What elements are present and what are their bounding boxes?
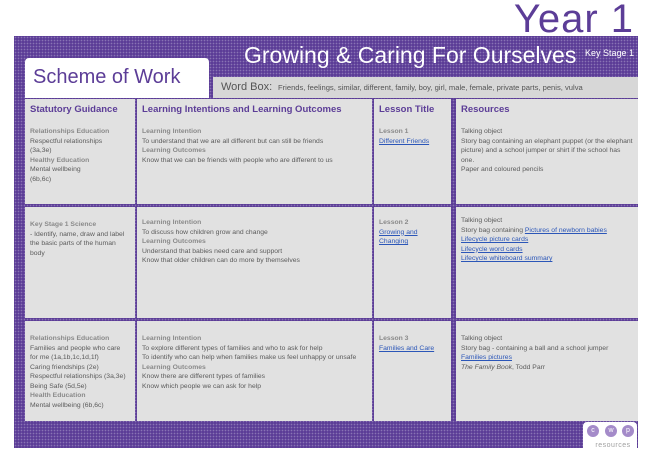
word-box-label: Word Box:	[221, 81, 273, 93]
row2-intentions-cell	[137, 207, 372, 318]
row3-guidance-cell	[25, 321, 135, 421]
key-stage-label: Key Stage 1	[585, 48, 635, 58]
learning-outcome-text: Know that older children can do more by themselves	[142, 257, 300, 264]
lesson-number: Lesson 1	[379, 128, 409, 135]
row3-resources-cell	[456, 321, 638, 421]
logo-letter-w: w	[605, 425, 617, 437]
learning-intention-text: To explore different types of families and who to ask for help	[142, 344, 323, 352]
guidance-text: - Identify, name, draw and label the basic parts of the human body	[30, 230, 125, 257]
row2-guidance-cell	[25, 207, 135, 318]
word-box-words: Friends, feelings, similar, different, family, boy, girl, male, female, private parts, penis, vulva	[278, 83, 583, 92]
logo-letter-p: p	[622, 425, 634, 437]
guidance-heading: Health Education	[30, 392, 86, 399]
learning-intention-text: To discuss how children grow and change	[142, 228, 268, 236]
row3-intentions-cell	[137, 321, 372, 421]
learning-intention-label: Learning Intention	[142, 335, 202, 342]
learning-outcome-text: Understand that babies need care and support	[142, 247, 283, 255]
guidance-text: Being Safe (5d,5e)	[30, 382, 87, 390]
lesson-number: Lesson 3	[379, 335, 409, 342]
guidance-heading: Healthy Education	[30, 156, 90, 164]
row2-lesson-cell	[374, 207, 451, 318]
resource-link[interactable]: Families pictures	[461, 354, 512, 361]
column-header-guidance: Statutory Guidance	[25, 99, 135, 123]
resource-text: Story bag containing an elephant puppet (or the elephant picture) and a school jumper or shirt if the school has one.	[461, 137, 633, 164]
guidance-text: Families and people who care for me (1a,1b,1c,1d,1f)	[30, 344, 121, 361]
lesson-link[interactable]: Different Friends	[379, 137, 430, 145]
row2-resources-cell	[456, 207, 638, 318]
learning-outcome-text: Know which people we can ask for help	[142, 382, 262, 390]
row1-resources-cell	[456, 122, 638, 204]
guidance-text: (6b,6c)	[30, 175, 52, 183]
guidance-heading: Relationships Education	[30, 335, 110, 342]
guidance-text: Caring friendships (2e)	[30, 363, 99, 371]
guidance-text: Respectful relationships	[30, 137, 103, 145]
learning-intention-text: To identify who can help when families make us feel unhappy or unsafe	[142, 354, 357, 361]
resource-text: Story bag containing	[461, 226, 525, 234]
resource-link[interactable]: Lifecycle picture cards	[461, 236, 529, 243]
row1-guidance-cell	[25, 122, 135, 204]
resource-text: Story bag - containing a ball and a school jumper	[461, 344, 609, 352]
book-title: The Family Book	[461, 363, 512, 371]
unit-title: Growing & Caring For Ourselves	[244, 42, 577, 68]
resource-link[interactable]: Lifecycle whiteboard summary	[461, 255, 553, 262]
resource-line	[461, 226, 633, 236]
resource-link[interactable]: Lifecycle word cards	[461, 245, 523, 253]
resource-text: Talking object	[461, 128, 503, 135]
learning-intention-text: To understand that we are all different but can still be friends	[142, 137, 324, 145]
year-title: Year 1	[513, 0, 634, 41]
row1-lesson-cell	[374, 122, 451, 204]
lesson-link[interactable]: Families and Care	[379, 344, 435, 352]
learning-outcome-text: Know there are different types of families	[142, 373, 266, 380]
learning-intention-label: Learning Intention	[142, 219, 202, 226]
column-header-intentions: Learning Intentions and Learning Outcomes	[137, 99, 372, 123]
learning-outcomes-label: Learning Outcomes	[142, 238, 206, 245]
resource-link[interactable]: Pictures of newborn babies	[524, 226, 607, 234]
guidance-text: Mental wellbeing	[30, 166, 81, 173]
lesson-link[interactable]: Growing and Changing	[379, 228, 418, 245]
book-reference	[461, 363, 633, 373]
row3-lesson-cell	[374, 321, 451, 421]
book-author: , Todd Parr	[512, 363, 546, 371]
learning-outcomes-label: Learning Outcomes	[142, 363, 206, 371]
resource-text: Talking object	[461, 217, 503, 224]
column-header-lesson: Lesson Title	[374, 99, 451, 123]
guidance-heading: Relationships Education	[30, 128, 110, 135]
learning-outcome-text: Know that we can be friends with people who are different to us	[142, 156, 333, 164]
guidance-heading: Key Stage 1 Science	[30, 221, 97, 228]
logo-letter-c: c	[587, 425, 599, 437]
guidance-text: Respectful relationships (3a,3e)	[30, 373, 126, 380]
learning-outcomes-label: Learning Outcomes	[142, 147, 206, 154]
lesson-number: Lesson 2	[379, 219, 409, 226]
column-header-resources: Resources	[456, 99, 638, 123]
logo-text: resources	[595, 442, 631, 449]
guidance-text: Mental wellbeing (6b,6c)	[30, 401, 104, 409]
resource-text: Paper and coloured pencils	[461, 166, 544, 173]
resource-text: Talking object	[461, 335, 503, 342]
learning-intention-label: Learning Intention	[142, 128, 202, 135]
scheme-title: Scheme of Work	[33, 66, 181, 88]
guidance-text: (3a,3e)	[30, 147, 52, 154]
row1-intentions-cell	[137, 122, 372, 204]
